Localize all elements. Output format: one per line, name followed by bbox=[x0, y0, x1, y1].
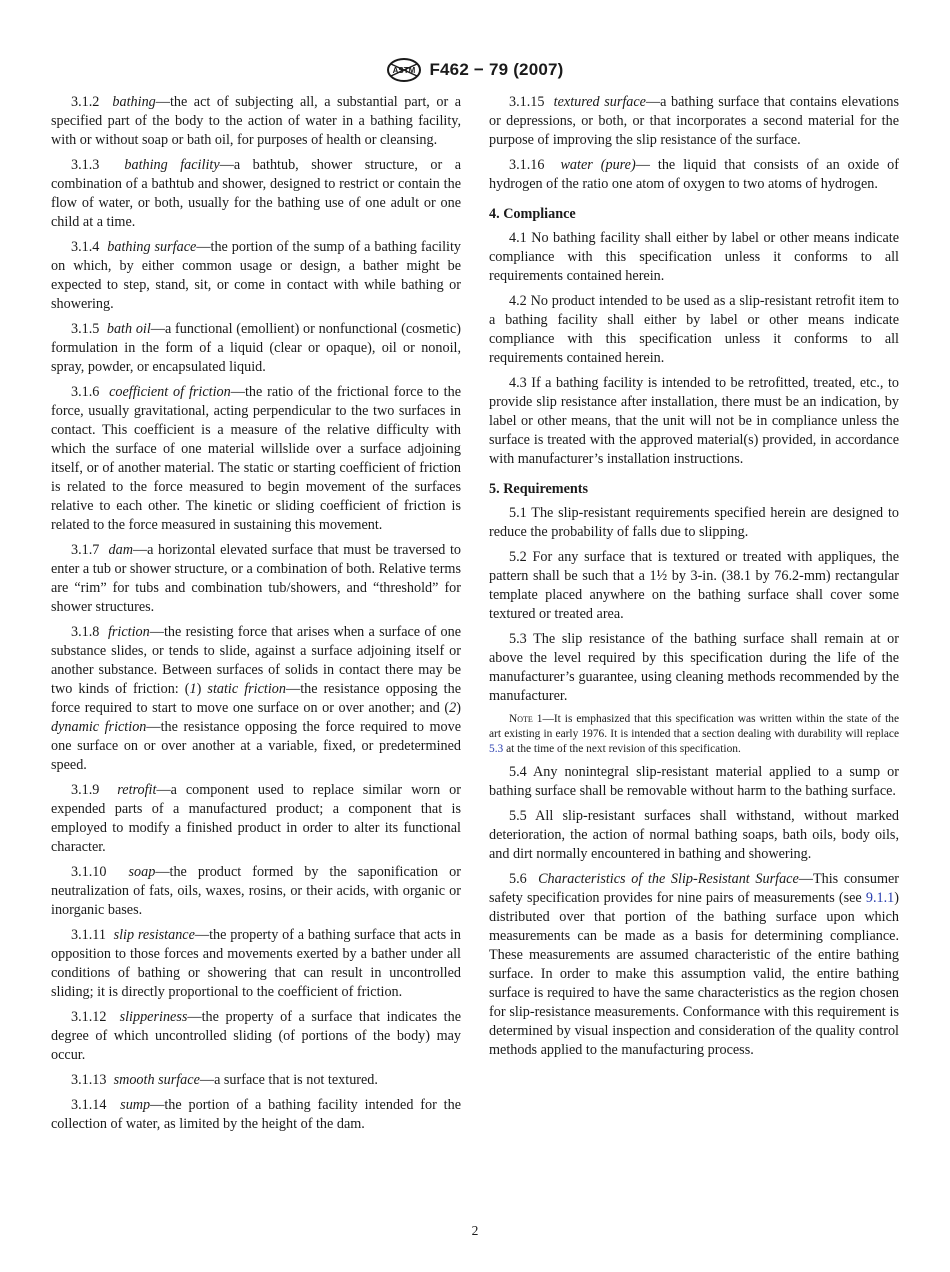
paragraph-5-3: 5.3 The slip resistance of the bathing surface shall remain at or above the level required by this specification during the life of the manufacturer’s guarantee, using cleaning methods recommended by the manufacturer. bbox=[489, 631, 899, 704]
definition-3-1-5: 3.1.5 bath oil—a functional (emollient) or nonfunctional (cosmetic) formulation in the form of a liquid (clear or opaque), oil or nonoil, spray, powder, or encapsulated liquid. bbox=[51, 321, 462, 375]
paragraph-4-3: 4.3 If a bathing facility is intended to be retrofitted, treated, etc., to provide slip resistance after installation, there must be an indication, by label or other means, that the unit will not be in compliance unless the surface is treated with the approved material(s) provided, in accordance with manufacturer’s installation instructions. bbox=[489, 375, 899, 467]
page-header bbox=[0, 56, 950, 84]
logo-text: ASTM bbox=[393, 66, 416, 75]
note-1: Note 1—It is emphasized that this specification was written within the state of the art existing in early 1976. It is intended that a section dealing with durability will replace 5.3 at the time of the next revision of this specification. bbox=[489, 713, 899, 755]
paragraph-4-2: 4.2 No product intended to be used as a slip-resistant retrofit item to a bathing facility shall either by label or other means indicate compliance with this specification unless it conforms to all requirements contained herein. bbox=[489, 293, 899, 366]
definition-3-1-2: 3.1.2 bathing—the act of subjecting all, a substantial part, or a specified part of the body to the action of water in a bathing facility, with or without soap or bath oil, for purposes of health or cleansing. bbox=[51, 94, 461, 148]
paragraph-4-1: 4.1 No bathing facility shall either by label or other means indicate compliance with this specification unless it conforms to all requirements contained herein. bbox=[489, 230, 899, 284]
document-designation: F462 − 79 (2007) bbox=[429, 60, 564, 79]
definition-3-1-9: 3.1.9 retrofit—a component used to replace similar worn or expended parts of a manufactured product; a component that is employed to modify a finished product in order to alter its functional character. bbox=[51, 782, 461, 855]
definition-3-1-4: 3.1.4 bathing surface—the portion of the sump of a bathing facility on which, by either common usage or design, a bather might be expected to step, stand, sit, or come in contact with while bathing or showering. bbox=[51, 239, 462, 312]
astm-logo-icon bbox=[386, 58, 422, 82]
definition-3-1-12: 3.1.12 slipperiness—the property of a surface that indicates the degree of which uncontrolled sliding (of portions of the body) may occur. bbox=[51, 1009, 462, 1063]
definition-3-1-7: 3.1.7 dam—a horizontal elevated surface that must be traversed to enter a tub or shower structure, or a combination of both. Relative terms are “rim” for tubs and combination tub/showers, and “threshold” for shower structures. bbox=[51, 542, 461, 615]
definition-3-1-11: 3.1.11 slip resistance—the property of a bathing surface that acts in opposition to those forces and movements exerted by a bather under all conditions of bathing or showering that can result in uncontrolled sliding; it is directly proportional to the coefficient of friction. bbox=[51, 927, 462, 1000]
definition-3-1-16: 3.1.16 water (pure)— the liquid that consists of an oxide of hydrogen of the ratio one atom of oxygen to two atoms of hydrogen. bbox=[489, 157, 900, 192]
page-number: 2 bbox=[471, 1223, 479, 1238]
paragraph-5-4: 5.4 Any nonintegral slip-resistant material applied to a sump or bathing surface shall be removable without harm to the bathing surface. bbox=[489, 764, 899, 799]
right-column bbox=[489, 93, 899, 1066]
left-column bbox=[51, 93, 461, 1140]
definition-3-1-14: 3.1.14 sump—the portion of a bathing facility intended for the collection of water, as limited by the height of the dam. bbox=[51, 1097, 461, 1132]
paragraph-5-5: 5.5 All slip-resistant surfaces shall withstand, without marked deterioration, the action of normal bathing soaps, bath oils, body oils, and dirt normally encountered in bathing and showering. bbox=[489, 808, 899, 862]
section-4-heading: 4. Compliance bbox=[489, 206, 576, 222]
xref-link-9-1-1[interactable]: 9.1.1 bbox=[865, 890, 895, 906]
xref-link-5-3[interactable]: 5.3 bbox=[489, 743, 504, 755]
definition-3-1-3: 3.1.3 bathing facility—a bathtub, shower structure, or a combination of a bathtub and shower, designed to restrict or contain the flow of water, or both, usually for the bathing use of one adult or one child at a time. bbox=[51, 157, 461, 230]
definition-3-1-13: 3.1.13 smooth surface—a surface that is not textured. bbox=[71, 1072, 378, 1088]
paragraph-5-2: 5.2 For any surface that is textured or treated with appliques, the pattern shall be such that a 1½ by 3-in. (38.1 by 76.2-mm) rectangular template placed anywhere on the bathing surface shall cover some textured or treated area. bbox=[489, 549, 899, 622]
definition-3-1-6: 3.1.6 coefficient of friction—the ratio of the frictional force to the force, usually gravitational, acting perpendicular to the two surfaces in contact. This coefficient is a measure of the relative difficulty with which the surface of one material willslide over a surface adjoining itself, or of another material. The static or starting coefficient of friction is related to the force measured to begin movement of the surfaces relative to each other. The kinetic or sliding coefficient of friction is related to the force measured in sustaining this movement. bbox=[51, 384, 461, 533]
section-5-heading: 5. Requirements bbox=[489, 481, 589, 497]
definition-3-1-15: 3.1.15 textured surface—a bathing surface that contains elevations or depressions, or both, or that incorporates a second material for the purpose of improving the slip resistance of the surface. bbox=[489, 94, 899, 148]
definition-3-1-10: 3.1.10 soap—the product formed by the saponification or neutralization of fats, oils, waxes, rosins, or their acids, with organic or inorganic bases. bbox=[51, 864, 461, 918]
paragraph-5-6: 5.6 Characteristics of the Slip-Resistant Surface—This consumer safety specification provides for nine pairs of measurements (see 9.1.1) distributed over that portion of the bathing surface upon which measurements can be made as a basis for determining compliance. These measurements are assumed characteristic of the entire bathing surface. In order to make this assumption valid, the entire bathing surface is required to have the same characteristics as the region chosen for slip-resistance measurements. Conformance with this requirement is determined by visual inspection and consideration of the quality control methods applied to the manufacturing process. bbox=[489, 871, 900, 1058]
paragraph-5-1: 5.1 The slip-resistant requirements specified herein are designed to reduce the probability of falls due to slipping. bbox=[489, 505, 899, 540]
definition-3-1-8: 3.1.8 friction—the resisting force that arises when a surface of one substance slides, or tends to slide, against a surface adjoining itself or another substance. Between surfaces of solids in contact there may be two kinds of friction: (1) static friction—the resistance opposing the force required to start to move one surface on or over another; and (2) dynamic friction—the resistance opposing the force required to move one surface on or over another at a variable, fixed, or predetermined speed. bbox=[51, 624, 461, 773]
